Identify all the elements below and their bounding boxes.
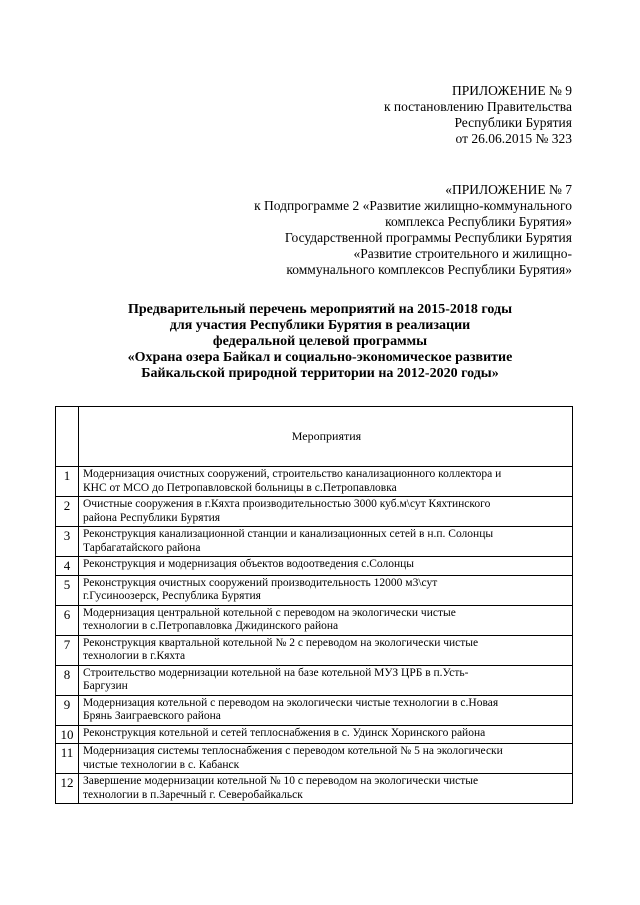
title-line: Предварительный перечень мероприятий на 2015-2018 годы [127, 302, 512, 317]
table-row [56, 527, 573, 557]
row-measure [79, 575, 573, 605]
annex-7-block [254, 182, 572, 278]
table-row [56, 575, 573, 605]
measure-line: Модернизация системы теплоснабжения с переводом котельной № 5 на экологически [83, 745, 503, 757]
title-line: федеральной целевой программы [212, 334, 428, 349]
row-number: 8 [56, 665, 79, 695]
row-number: 9 [56, 695, 79, 725]
measure-line: Очистные сооружения в г.Кяхта производительностью 3000 куб.м\сут Кяхтинского [83, 498, 491, 510]
row-number: 1 [56, 467, 79, 497]
measure-line: Реконструкция и модернизация объектов водоотведения с.Солонцы [83, 558, 415, 570]
row-number: 10 [56, 725, 79, 744]
title-line: «Охрана озера Байкал и социально-экономическое развитие [127, 350, 513, 365]
row-measure [79, 605, 573, 635]
measure-line: технологии в г.Кяхта [83, 650, 186, 662]
table-row [56, 725, 573, 744]
annex-line: Республики Бурятия [454, 115, 572, 130]
annex-line: ПРИЛОЖЕНИЕ № 9 [451, 83, 572, 98]
measure-line: Модернизация центральной котельной с переводом на экологически чистые [83, 606, 456, 619]
annex7-line: «Развитие строительного и жилищно- [353, 246, 572, 261]
row-measure [79, 665, 573, 695]
annex7-line: к Подпрограмме 2 «Развитие жилищно-коммунального [254, 198, 572, 213]
row-number: 12 [56, 774, 79, 804]
measure-line: технологии в п.Заречный г. Северобайкальск [83, 788, 303, 801]
annex7-line: Государственной программы Республики Бурятия [284, 230, 572, 245]
annex7-line: комплекса Республики Бурятия» [385, 214, 572, 229]
row-number: 2 [56, 497, 79, 527]
annex7-line: «ПРИЛОЖЕНИЕ № 7 [445, 182, 572, 197]
table-row [56, 665, 573, 695]
annex-line: к постановлению Правительства [383, 99, 572, 114]
table-row [56, 744, 573, 774]
row-number: 4 [56, 557, 79, 576]
table-row [56, 467, 573, 497]
measure-line: Реконструкция котельной и сетей теплоснабжения в с. Удинск Хоринского района [83, 726, 486, 739]
table-row [56, 557, 573, 576]
table-row [56, 635, 573, 665]
measure-line: чистые технологии в с. Кабанск [83, 758, 240, 771]
title-line: Байкальской природной территории на 2012-2020 годы» [141, 366, 499, 381]
measure-line: Завершение модернизации котельной № 10 с переводом на экологически чистые [83, 775, 479, 787]
row-number: 5 [56, 575, 79, 605]
row-measure [79, 635, 573, 665]
header-num-cell [56, 407, 79, 467]
row-number: 7 [56, 635, 79, 665]
title-line: для участия Республики Бурятия в реализации [169, 318, 471, 333]
row-measure [79, 467, 573, 497]
row-measure [79, 497, 573, 527]
row-measure [79, 744, 573, 774]
measure-line: Баргузин [83, 680, 128, 692]
measure-line: Реконструкция канализационной станции и канализационных сетей в н.п. Солонцы [83, 528, 494, 540]
header-measures-cell: Мероприятия [79, 407, 573, 467]
measure-line: района Республики Бурятия [83, 511, 221, 524]
measure-line: технологии в с.Петропавловка Джидинского района [83, 620, 339, 632]
annex7-line: коммунального комплексов Республики Бурятия» [286, 262, 572, 277]
measure-line: КНС от МСО до Петропавловской больницы в с.Петропавловка [83, 481, 397, 494]
row-measure [79, 557, 573, 576]
row-measure [79, 774, 573, 804]
table-row [56, 605, 573, 635]
measure-line: Тарбагатайского района [83, 541, 201, 554]
table-row [56, 497, 573, 527]
annex-9-block [384, 83, 572, 147]
measure-line: Реконструкция очистных сооружений производительность 12000 м3\сут [83, 576, 438, 589]
table-header-row [56, 407, 573, 467]
table-row [56, 774, 573, 804]
measure-line: Реконструкция квартальной котельной № 2 с переводом на экологически чистые [83, 636, 479, 649]
row-measure [79, 695, 573, 725]
measure-line: Брянь Заиграевского района [83, 710, 221, 722]
annex-line: от 26.06.2015 № 323 [455, 131, 572, 146]
measures-table [55, 406, 573, 804]
table-row [56, 695, 573, 725]
row-measure [79, 527, 573, 557]
row-number: 6 [56, 605, 79, 635]
measure-line: Строительство модернизации котельной на базе котельной МУЗ ЦРБ в п.Усть- [83, 666, 469, 679]
row-measure [79, 725, 573, 744]
row-number: 11 [56, 744, 79, 774]
measure-line: Модернизация котельной с переводом на экологически чистые технологии в с.Новая [83, 696, 499, 709]
measure-line: г.Гусиноозерск, Республика Бурятия [83, 590, 261, 602]
measure-line: Модернизация очистных сооружений, строительство канализационного коллектора и [83, 468, 502, 480]
document-title [60, 302, 580, 382]
row-number: 3 [56, 527, 79, 557]
